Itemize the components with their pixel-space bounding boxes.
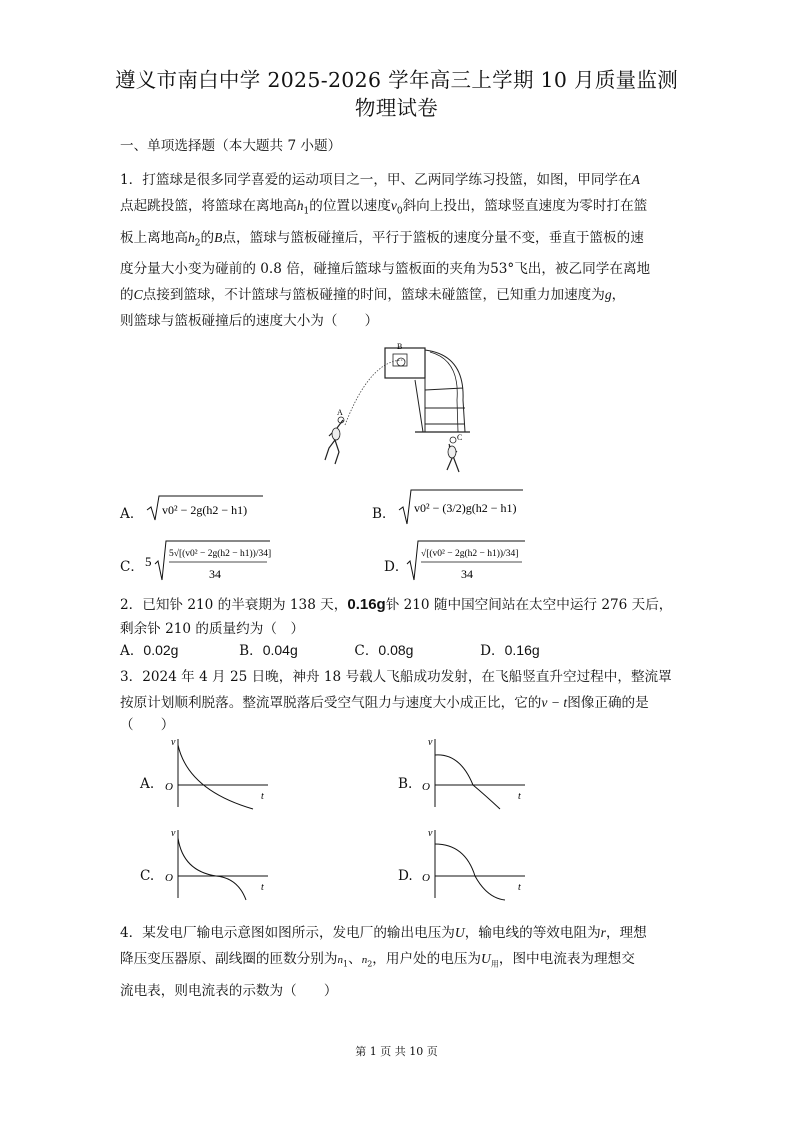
q2-options [120, 642, 540, 660]
q1-line1: 1．打篮球是很多同学喜爱的运动项目之一，甲、乙两同学练习投篮，如图，甲同学在A [120, 172, 640, 188]
question-2-text [120, 592, 680, 640]
q2-line2: 剩余钋 210 的质量约为（ ） [120, 621, 305, 637]
q4-line1: 4．某发电厂输电示意图如图所示，发电厂的输出电压为U，输电线的等效电阻为r，理想 [120, 925, 647, 941]
svg-text:O: O [422, 781, 430, 793]
figure-label-C: C [457, 433, 463, 442]
q3-graph-C-label: C. [140, 868, 155, 884]
svg-text:O: O [165, 781, 173, 793]
q1-line5: 的C点接到篮球，不计篮球与篮板碰撞的时间，篮球未碰篮筐，已知重力加速度为g， [120, 287, 626, 304]
q2-option-A: A．0.02g [120, 642, 179, 659]
paper-title-line2: 物理试卷 [354, 96, 439, 120]
q1-option-C-formula [145, 538, 275, 584]
basketball-figure [315, 340, 485, 475]
paper-title-line1: 遵义市南白中学 2025-2026 学年高三上学期 10 月质量监测 [114, 68, 679, 92]
q3-line3: （ ） [120, 717, 175, 733]
q1-option-C-den: 34 [209, 567, 221, 581]
svg-text:O: O [422, 872, 430, 884]
q1-option-B-label: B． [372, 506, 396, 522]
q1-option-C-label: C． [120, 559, 144, 575]
svg-text:v: v [171, 828, 176, 839]
svg-text:t: t [261, 791, 264, 802]
figure-label-A: A [337, 408, 343, 417]
q3-graph-C [158, 826, 273, 901]
q3-line1: 3．2024 年 4 月 25 日晚，神舟 18 号载人飞船成功发射，在飞船竖直升空过程中，整流罩 [120, 669, 672, 685]
svg-text:v: v [428, 737, 433, 748]
q2-option-D: D．0.16g [480, 642, 540, 659]
q4-line3: 流电表，则电流表的示数为（ ） [120, 982, 338, 999]
q2-line1: 2．已知钋 210 的半衰期为 138 天，0.16g钋 210 随中国空间站在太空中运行 276 天后， [120, 596, 673, 613]
q1-line4: 度分量大小变为碰前的 0.8 倍，碰撞后篮球与篮板面的夹角为53°飞出，被乙同学在离地 [120, 261, 651, 278]
q1-option-A-formula [145, 492, 265, 524]
q1-option-D-label: D． [384, 559, 409, 575]
q1-option-D-den: 34 [461, 567, 473, 581]
q1-line2: 点起跳投篮，将篮球在离地高$h_1$的位置以速度$v_0$斜向上投出，篮球竖直速度为零时打在篮 [120, 198, 648, 217]
q1-option-C-coef: 5 [145, 554, 152, 569]
q3-line2: 按原计划顺利脱落。整流罩脱落后受空气阻力与速度大小成正比，它的v − t图像正确的是 [120, 695, 649, 711]
q1-option-C-expr: 5√[(v0² − 2g(h2 − h1))/34] [169, 549, 272, 559]
question-4-text [120, 920, 680, 1004]
figure-label-B: B [397, 342, 403, 351]
q1-option-A-label: A． [120, 506, 144, 522]
q2-option-C: C．0.08g [354, 642, 414, 659]
q3-graph-B-label: B. [398, 776, 413, 792]
q1-option-A-expr: v0² − 2g(h2 − h1) [162, 503, 248, 517]
svg-text:O: O [165, 872, 173, 884]
q3-graph-D [415, 826, 530, 901]
q3-graph-D-label: D. [398, 868, 413, 884]
q1-option-D-formula [405, 538, 530, 584]
svg-text:v: v [428, 828, 433, 839]
q3-graph-A-label: A. [140, 776, 155, 792]
q1-option-B-formula [397, 486, 527, 528]
question-1-text [120, 167, 680, 334]
svg-text:v: v [171, 737, 176, 748]
page-footer: 第 1 页 共 10 页 [355, 1045, 438, 1058]
q1-line3: 板上离地高$h_2$的B点，篮球与篮板碰撞后，平行于篮板的速度分量不变，垂直于篮板的速 [120, 229, 644, 249]
svg-text:t: t [518, 791, 521, 802]
question-3-text [120, 664, 680, 734]
svg-text:t: t [518, 882, 521, 893]
q1-option-D-expr: √[(v0² − 2g(h2 − h1))/34] [421, 549, 519, 559]
q1-option-B-expr: v0² − (3/2)g(h2 − h1) [414, 501, 517, 515]
q4-line2: 降压变压器原、副线圈的匝数分别为$n_1$、$n_2$，用户处的电压为$U_用$，图中电流表为理想交 [120, 951, 635, 969]
q1-line6: 则篮球与篮板碰撞后的速度大小为（ ） [120, 313, 379, 330]
q2-option-B: B．0.04g [239, 642, 298, 659]
svg-text:t: t [261, 882, 264, 893]
q3-graph-A [158, 735, 273, 810]
section-heading: 一、单项选择题（本大题共 7 小题） [120, 138, 342, 154]
q3-graph-B [415, 735, 530, 810]
